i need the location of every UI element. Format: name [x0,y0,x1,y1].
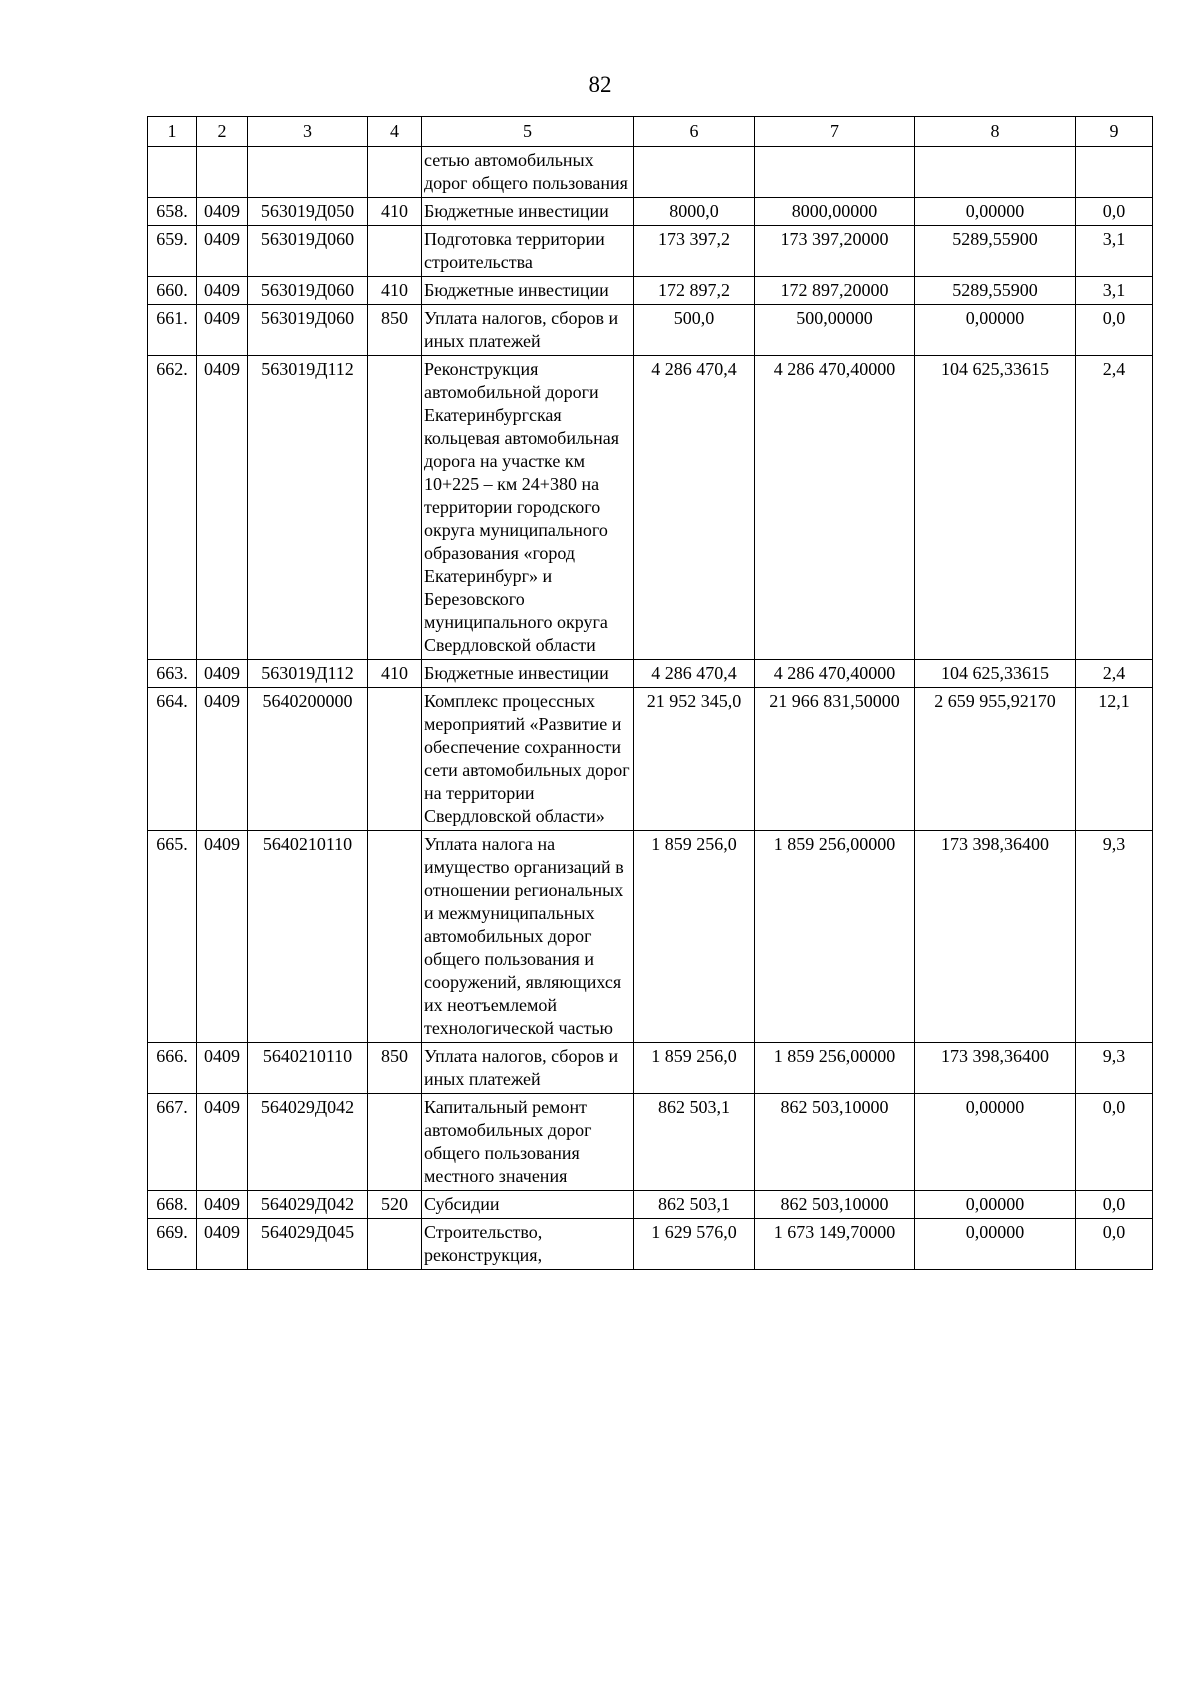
value-col8-cell: 104 625,33615 [915,356,1076,660]
section-code-cell: 0409 [197,1191,248,1219]
row-number-cell: 666. [148,1043,197,1094]
header-cell: 2 [197,117,248,147]
value-col7-cell: 1 673 149,70000 [755,1219,915,1270]
value-col7-cell: 21 966 831,50000 [755,688,915,831]
table-row [148,356,1153,660]
row-number-cell: 659. [148,226,197,277]
value-col6-cell [634,147,755,198]
value-col9-cell: 2,4 [1076,356,1153,660]
value-col8-cell: 104 625,33615 [915,660,1076,688]
value-col7-cell: 862 503,10000 [755,1094,915,1191]
target-article-cell: 564029Д042 [248,1094,368,1191]
value-col6-cell: 1 859 256,0 [634,831,755,1043]
item-name-cell: Реконструкция автомобильной дороги Екатеринбургская кольцевая автомобильная дорога на участке км 10+225 – км 24+380 на территории городского округа муниципального образования «город Екатеринбург» и Березовского муниципального округа Свердловской области [422,356,634,660]
item-name-cell: Уплата налогов, сборов и иных платежей [422,305,634,356]
item-name-cell: Уплата налога на имущество организаций в отношении региональных и межмуниципальных автомобильных дорог общего пользования и сооружений, являющихся их неотъемлемой технологической частью [422,831,634,1043]
target-article-cell: 563019Д050 [248,198,368,226]
target-article-cell: 563019Д060 [248,277,368,305]
page-number: 82 [588,72,612,97]
row-number-cell: 658. [148,198,197,226]
row-number-cell: 663. [148,660,197,688]
value-col9-cell: 0,0 [1076,198,1153,226]
row-number-cell: 665. [148,831,197,1043]
item-name-cell: сетью автомобильных дорог общего пользования [422,147,634,198]
budget-table [147,116,1153,1270]
row-number-cell [148,147,197,198]
value-col7-cell: 1 859 256,00000 [755,831,915,1043]
value-col9-cell: 0,0 [1076,305,1153,356]
header-cell: 1 [148,117,197,147]
value-col8-cell: 0,00000 [915,198,1076,226]
table-row [148,277,1153,305]
value-col6-cell: 862 503,1 [634,1191,755,1219]
value-col9-cell: 3,1 [1076,226,1153,277]
value-col6-cell: 862 503,1 [634,1094,755,1191]
value-col8-cell: 173 398,36400 [915,831,1076,1043]
value-col9-cell: 12,1 [1076,688,1153,831]
target-article-cell [248,147,368,198]
table-row [148,660,1153,688]
value-col9-cell: 0,0 [1076,1219,1153,1270]
item-name-cell: Бюджетные инвестиции [422,660,634,688]
value-col9-cell: 0,0 [1076,1191,1153,1219]
section-code-cell: 0409 [197,688,248,831]
value-col7-cell: 172 897,20000 [755,277,915,305]
header-cell: 6 [634,117,755,147]
table-row [148,147,1153,198]
expense-type-cell: 520 [368,1191,422,1219]
header-cell: 8 [915,117,1076,147]
table-row [148,198,1153,226]
value-col9-cell: 3,1 [1076,277,1153,305]
section-code-cell: 0409 [197,831,248,1043]
target-article-cell: 564029Д045 [248,1219,368,1270]
item-name-cell: Бюджетные инвестиции [422,277,634,305]
target-article-cell: 5640210110 [248,831,368,1043]
value-col7-cell: 1 859 256,00000 [755,1043,915,1094]
table-row [148,1219,1153,1270]
item-name-cell: Уплата налогов, сборов и иных платежей [422,1043,634,1094]
value-col7-cell: 4 286 470,40000 [755,356,915,660]
table-row [148,1094,1153,1191]
target-article-cell: 5640200000 [248,688,368,831]
section-code-cell: 0409 [197,1219,248,1270]
row-number-cell: 668. [148,1191,197,1219]
value-col6-cell: 1 859 256,0 [634,1043,755,1094]
value-col6-cell: 172 897,2 [634,277,755,305]
value-col9-cell: 9,3 [1076,1043,1153,1094]
expense-type-cell [368,1219,422,1270]
header-cell: 9 [1076,117,1153,147]
section-code-cell: 0409 [197,226,248,277]
section-code-cell [197,147,248,198]
value-col6-cell: 4 286 470,4 [634,660,755,688]
item-name-cell: Комплекс процессных мероприятий «Развитие и обеспечение сохранности сети автомобильных дорог на территории Свердловской области» [422,688,634,831]
section-code-cell: 0409 [197,1094,248,1191]
value-col9-cell: 2,4 [1076,660,1153,688]
section-code-cell: 0409 [197,198,248,226]
table-row [148,305,1153,356]
expense-type-cell: 850 [368,305,422,356]
row-number-cell: 660. [148,277,197,305]
table-row [148,831,1153,1043]
section-code-cell: 0409 [197,356,248,660]
value-col7-cell [755,147,915,198]
header-row [148,117,1153,147]
row-number-cell: 662. [148,356,197,660]
expense-type-cell: 410 [368,660,422,688]
target-article-cell: 563019Д112 [248,660,368,688]
value-col9-cell: 9,3 [1076,831,1153,1043]
item-name-cell: Строительство, реконструкция, [422,1219,634,1270]
header-cell: 3 [248,117,368,147]
value-col7-cell: 173 397,20000 [755,226,915,277]
expense-type-cell [368,147,422,198]
table-row [148,226,1153,277]
value-col8-cell: 0,00000 [915,1191,1076,1219]
section-code-cell: 0409 [197,277,248,305]
table-body [148,147,1153,1270]
header-cell: 4 [368,117,422,147]
value-col6-cell: 500,0 [634,305,755,356]
item-name-cell: Бюджетные инвестиции [422,198,634,226]
value-col7-cell: 8000,00000 [755,198,915,226]
value-col9-cell: 0,0 [1076,1094,1153,1191]
item-name-cell: Капитальный ремонт автомобильных дорог общего пользования местного значения [422,1094,634,1191]
table-row [148,1043,1153,1094]
value-col9-cell [1076,147,1153,198]
value-col8-cell: 0,00000 [915,305,1076,356]
value-col6-cell: 173 397,2 [634,226,755,277]
table-row [148,1191,1153,1219]
expense-type-cell [368,688,422,831]
item-name-cell: Подготовка территории строительства [422,226,634,277]
row-number-cell: 664. [148,688,197,831]
expense-type-cell: 410 [368,277,422,305]
value-col8-cell: 2 659 955,92170 [915,688,1076,831]
header-cell: 7 [755,117,915,147]
value-col8-cell: 173 398,36400 [915,1043,1076,1094]
value-col8-cell: 0,00000 [915,1219,1076,1270]
row-number-cell: 667. [148,1094,197,1191]
section-code-cell: 0409 [197,1043,248,1094]
value-col8-cell: 0,00000 [915,1094,1076,1191]
target-article-cell: 563019Д060 [248,226,368,277]
row-number-cell: 669. [148,1219,197,1270]
section-code-cell: 0409 [197,660,248,688]
section-code-cell: 0409 [197,305,248,356]
value-col7-cell: 862 503,10000 [755,1191,915,1219]
value-col8-cell: 5289,55900 [915,226,1076,277]
expense-type-cell [368,226,422,277]
header-cell: 5 [422,117,634,147]
value-col6-cell: 1 629 576,0 [634,1219,755,1270]
value-col6-cell: 8000,0 [634,198,755,226]
expense-type-cell [368,356,422,660]
table-row [148,688,1153,831]
expense-type-cell: 850 [368,1043,422,1094]
item-name-cell: Субсидии [422,1191,634,1219]
target-article-cell: 5640210110 [248,1043,368,1094]
target-article-cell: 563019Д112 [248,356,368,660]
value-col8-cell [915,147,1076,198]
target-article-cell: 563019Д060 [248,305,368,356]
value-col8-cell: 5289,55900 [915,277,1076,305]
expense-type-cell: 410 [368,198,422,226]
value-col7-cell: 4 286 470,40000 [755,660,915,688]
row-number-cell: 661. [148,305,197,356]
expense-type-cell [368,831,422,1043]
target-article-cell: 564029Д042 [248,1191,368,1219]
value-col6-cell: 4 286 470,4 [634,356,755,660]
expense-type-cell [368,1094,422,1191]
value-col6-cell: 21 952 345,0 [634,688,755,831]
value-col7-cell: 500,00000 [755,305,915,356]
